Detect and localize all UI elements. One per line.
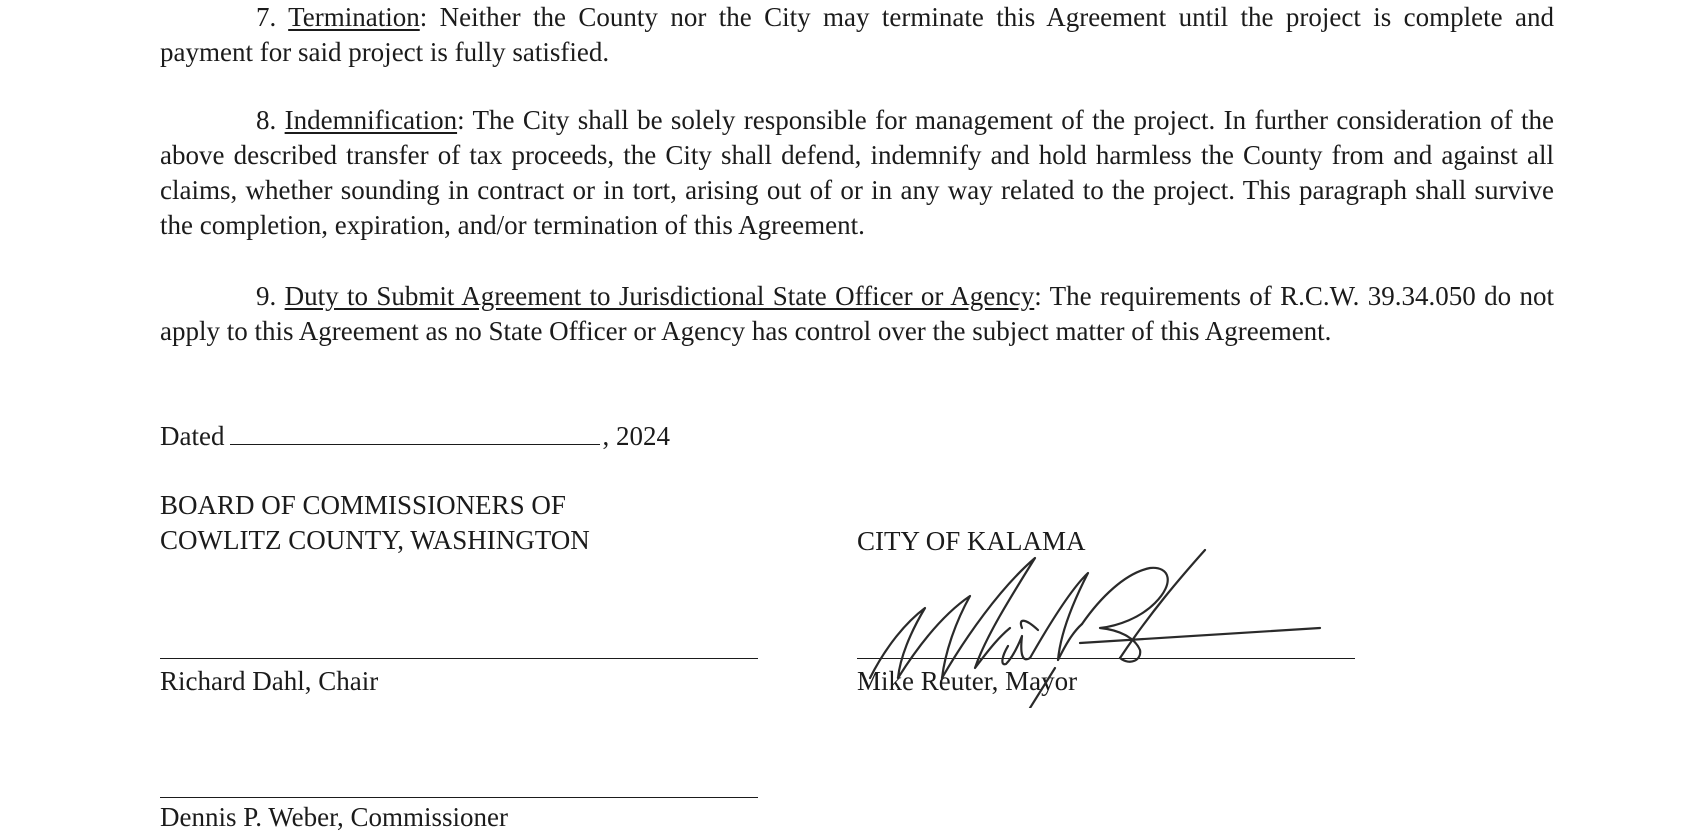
commissioner-signature-line	[160, 797, 758, 798]
section-number: 8.	[256, 105, 277, 135]
mayor-name: Mike Reuter, Mayor	[857, 666, 1078, 696]
dated-label: Dated	[160, 421, 225, 451]
dated-line	[160, 418, 670, 454]
section-termination	[160, 0, 1554, 70]
section-heading: Indemnification	[284, 105, 458, 135]
county-heading-line2: COWLITZ COUNTY, WASHINGTON	[160, 525, 590, 555]
section-body: : Neither the County nor the City may terminate this Agreement until the project is complete and payment for said project is fully satisfied.	[160, 2, 1554, 67]
section-number: 7.	[256, 2, 277, 32]
city-heading: CITY OF KALAMA	[857, 526, 1086, 556]
section-heading: Duty to Submit Agreement to Jurisdictional State Officer or Agency	[284, 281, 1035, 311]
section-number: 9.	[256, 281, 277, 311]
county-heading-line1: BOARD OF COMMISSIONERS OF	[160, 490, 566, 520]
county-signature-block	[160, 488, 590, 558]
section-heading: Termination	[288, 2, 420, 32]
section-duty-to-submit	[160, 279, 1554, 349]
date-blank	[230, 418, 600, 445]
section-body: : The City shall be solely responsible for management of the project. In further consideration of the above described transfer of tax proceeds, the City shall defend, indemnify and hold harmless the County from and against all claims, whether sounding in contract or in tort, arising out of or in any way related to the project. This paragraph shall survive the completion, expiration, and/or termination of this Agreement.	[160, 105, 1554, 240]
section-body: : The requirements of R.C.W. 39.34.050 do not apply to this Agreement as no State Officer or Agency has control over the subject matter of this Agreement.	[160, 281, 1555, 346]
chair-signature-line	[160, 658, 758, 659]
section-indemnification	[160, 103, 1554, 243]
dated-year: , 2024	[602, 421, 670, 451]
chair-name: Richard Dahl, Chair	[160, 666, 379, 696]
mayor-handwritten-signature	[850, 528, 1370, 708]
commissioner-name: Dennis P. Weber, Commissioner	[160, 802, 508, 832]
